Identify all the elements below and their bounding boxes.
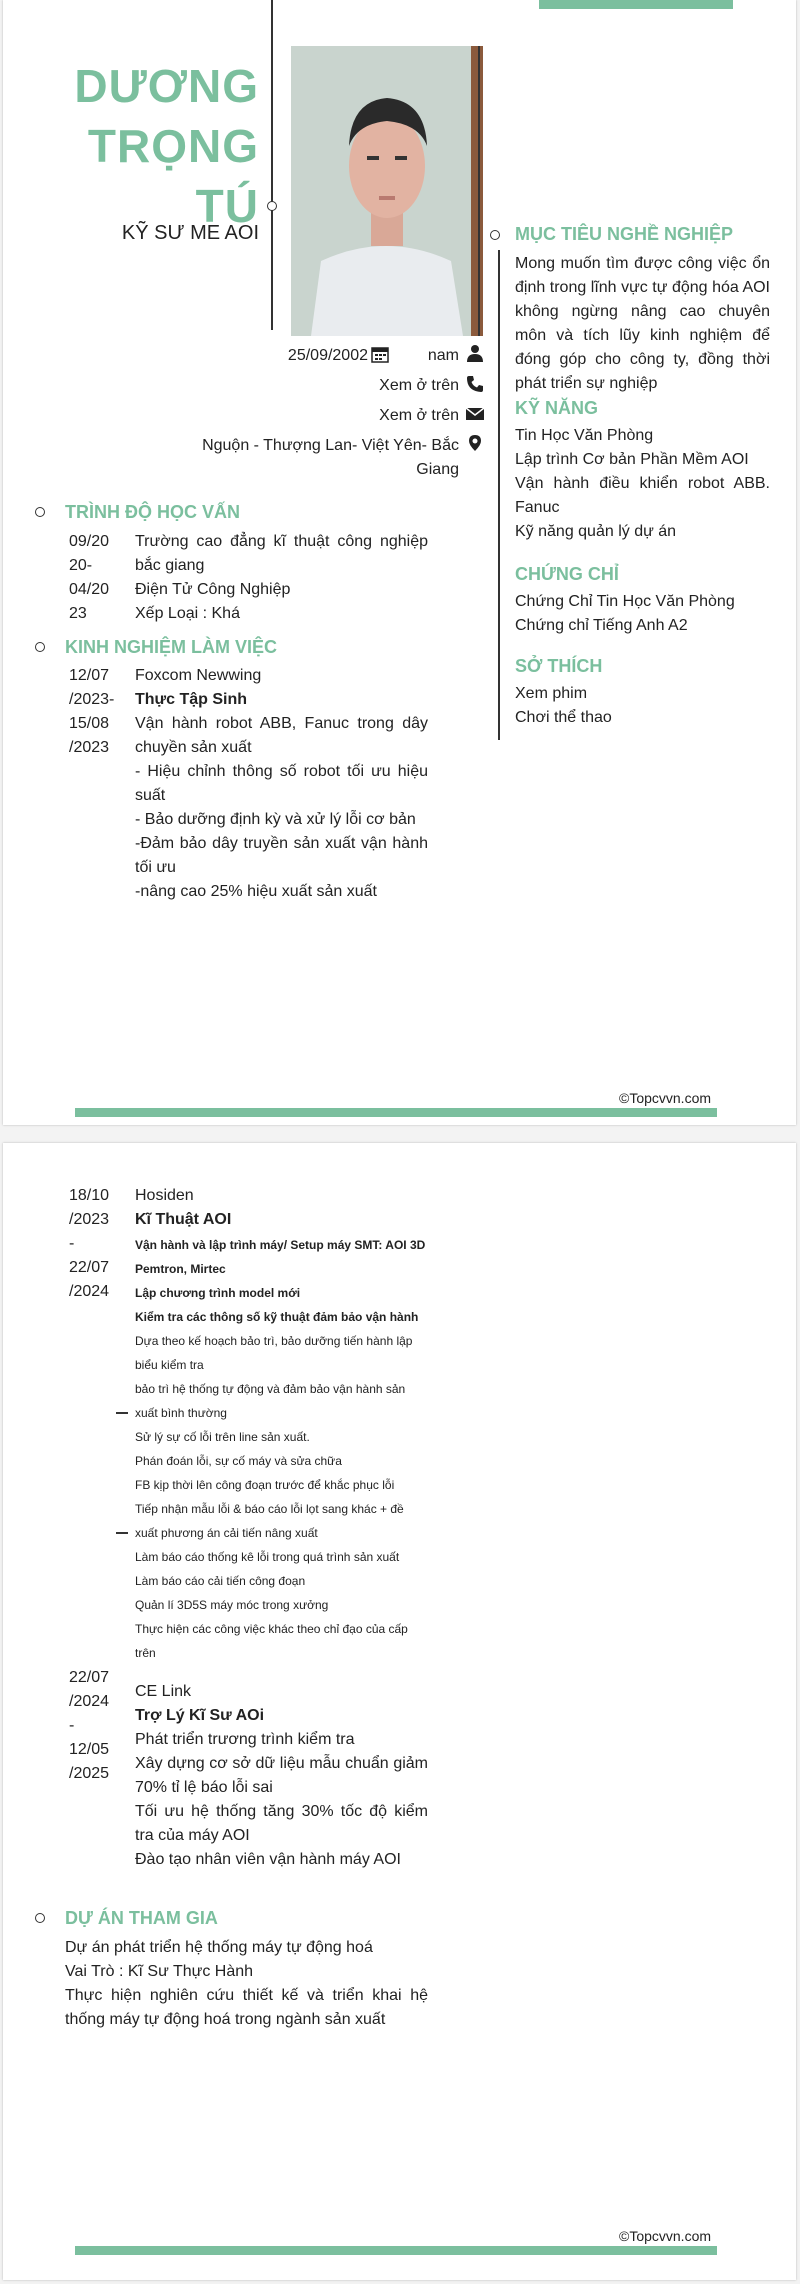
project-line: Dự án phát triển hệ thống máy tự động hoá [65, 1939, 373, 1956]
job2-line: Xây dựng cơ sở dữ liệu mẫu chuẩn giảm 70% tỉ lệ báo lỗi sai [135, 1755, 428, 1796]
job1-line: Sử lý sự cố lỗi trên line sản xuất. [135, 1430, 310, 1444]
job1-bold-line: Vận hành và lập trình máy/ Setup máy SMT: AOI 3D [135, 1238, 426, 1252]
address-line-1: Nguộn - Thượng Lan- Việt Yên- Bắc [202, 437, 459, 454]
skill-item: Vận hành điều khiển robot ABB. Fanuc [515, 475, 770, 516]
photo-right-line [478, 46, 480, 336]
job1-line: bảo trì hệ thống tự động và đảm bảo vận hành sản [135, 1382, 406, 1396]
right-timeline [498, 250, 500, 740]
footer-brand: ©Topcvvn.com [619, 1090, 712, 1106]
job1-date: 18/10 [69, 1187, 110, 1204]
job1-line: Thực hiện các công việc khác theo chỉ đạo của cấp [135, 1622, 408, 1636]
email-icon [466, 405, 484, 423]
project-line: Vai Trò : Kĩ Sư Thực Hành [65, 1963, 254, 1980]
skill-item: Tin Học Văn Phòng [515, 427, 654, 444]
job2-line: Tối ưu hệ thống tăng 30% tốc độ kiểm tra của máy AOI [135, 1803, 428, 1844]
email-value: Xem ở trên [379, 407, 459, 424]
job2-line: Đào tạo nhân viên vận hành máy AOI [135, 1851, 401, 1868]
education-major: Điện Tử Công Nghiệp [135, 581, 291, 598]
objective-title: MỤC TIÊU NGHỀ NGHIỆP [515, 224, 734, 244]
education-circle [35, 507, 45, 517]
job1-line: Dựa theo kế hoạch bảo trì, bảo dưỡng tiến hành lập [135, 1334, 413, 1348]
education-title: TRÌNH ĐỘ HỌC VẤN [65, 502, 240, 522]
job1-line: Làm báo cáo thống kê lỗi trong quá trình sản xuất [135, 1550, 400, 1564]
job1-date: - [69, 1235, 75, 1252]
education-date: 23 [69, 605, 87, 622]
job1-bold-line: Pemtron, Mirtec [135, 1262, 226, 1276]
experience-date: /2023- [69, 691, 115, 708]
phone-icon [466, 375, 484, 393]
job1-line: xuất phương án cải tiến nâng xuất [135, 1526, 318, 1540]
person-photo-icon [291, 46, 483, 336]
project-line: Thực hiện nghiên cứu thiết kế và triển khai hệ thống máy tự động hoá trong ngành sản xuất [65, 1987, 428, 2028]
company-name: CE Link [135, 1683, 192, 1700]
job1-line: Làm báo cáo cải tiến công đoạn [135, 1574, 306, 1588]
job1-date: /2023 [69, 1211, 110, 1228]
job-role: Trợ Lý Kĩ Sư AOi [135, 1707, 265, 1724]
certificate-item: Chứng Chỉ Tin Học Văn Phòng [515, 593, 735, 610]
job1-line: Tiếp nhận mẫu lỗi & báo cáo lỗi lọt sang khác + đề [135, 1502, 404, 1516]
cv-page-2 [3, 1143, 796, 2280]
job-title: KỸ SƯ ME AOI [121, 222, 259, 244]
phone-value: Xem ở trên [379, 377, 459, 394]
job2-date: - [69, 1717, 75, 1734]
projects-circle [35, 1913, 45, 1923]
job1-date: 22/07 [69, 1259, 110, 1276]
experience-date: /2023 [69, 739, 110, 756]
footer-brand: ©Topcvvn.com [619, 2228, 712, 2244]
name-line-2: TRỌNG TÚ [87, 120, 259, 232]
job1-bold-line: Lập chương trình model mới [135, 1286, 301, 1300]
experience-line: -Đảm bảo dây truyền sản xuất vận hành tối ưu [135, 835, 428, 876]
job1-line: FB kịp thời lên công đoạn trước để khắc phục lỗi [135, 1478, 395, 1492]
projects-title: DỰ ÁN THAM GIA [65, 1908, 218, 1928]
experience-line: Vận hành robot ABB, Fanuc trong dây chuyền sản xuất [135, 715, 428, 756]
experience-title: KINH NGHIỆM LÀM VIỆC [65, 637, 278, 657]
bottom-accent-bar [75, 2246, 717, 2255]
skill-item: Kỹ năng quản lý dự án [515, 523, 677, 540]
gender: nam [427, 347, 459, 364]
company-name: Foxcom Newwing [135, 667, 262, 684]
cv-page-1 [3, 0, 796, 1125]
job1-line: biểu kiểm tra [135, 1358, 204, 1372]
experience-line: - Bảo dưỡng định kỳ và xử lý lỗi cơ bản [135, 811, 416, 828]
person-icon [466, 344, 484, 362]
calendar-icon [371, 345, 389, 363]
birthdate: 25/09/2002 [287, 347, 368, 364]
location-pin-icon [466, 434, 484, 452]
skill-item: Lập trình Cơ bản Phần Mềm AOI [515, 451, 749, 468]
education-date: 09/20 [69, 533, 110, 550]
job2-date: 12/05 [69, 1741, 110, 1758]
hobby-item: Xem phim [515, 685, 588, 702]
job2-date: /2024 [69, 1693, 110, 1710]
job2-date: 22/07 [69, 1669, 110, 1686]
objective-circle [490, 230, 500, 240]
address-line-2: Giang [416, 461, 459, 478]
left-timeline-top [271, 0, 273, 330]
bullet-dash [116, 1412, 128, 1414]
certificate-item: Chứng chỉ Tiếng Anh A2 [515, 617, 688, 634]
hobby-item: Chơi thể thao [515, 709, 612, 726]
education-grade: Xếp Loại : Khá [135, 605, 240, 622]
education-date: 20- [69, 557, 93, 574]
job2-date: /2025 [69, 1765, 110, 1782]
name-line-1: DƯƠNG [74, 60, 259, 112]
education-date: 04/20 [69, 581, 110, 598]
experience-date: 15/08 [69, 715, 110, 732]
job-role: Kĩ Thuật AOI [135, 1211, 232, 1228]
job1-date: /2024 [69, 1283, 110, 1300]
experience-line: -nâng cao 25% hiệu xuất sản xuất [135, 883, 377, 900]
certificates-title: CHỨNG CHỈ [515, 564, 619, 584]
hobbies-title: SỞ THÍCH [515, 656, 603, 676]
experience-circle [35, 642, 45, 652]
school-name: Trường cao đẳng kĩ thuật công nghiệp bắc giang [135, 533, 428, 574]
company-name: Hosiden [135, 1187, 194, 1204]
job1-bold-line: Kiểm tra các thông số kỹ thuật đảm bảo vận hành [135, 1310, 419, 1324]
objective-text: Mong muốn tìm được công việc ổn định trong lĩnh vực tự động hóa AOI không ngừng nâng cao chuyên môn và tích lũy kinh nghiệm để đóng góp cho công ty, đồng thời phát triển sự nghiệp [515, 255, 770, 392]
job2-line: Phát triển trương trình kiểm tra [135, 1731, 355, 1748]
job1-line: Phán đoán lỗi, sự cố máy và sửa chữa [135, 1454, 342, 1468]
timeline-circle [267, 201, 277, 211]
job1-line: xuất bình thường [135, 1406, 227, 1420]
experience-line: - Hiệu chỉnh thông số robot tối ưu hiệu suất [135, 763, 428, 804]
skills-title: KỸ NĂNG [515, 398, 599, 418]
job1-line: trên [135, 1646, 156, 1660]
bottom-accent-bar [75, 1108, 717, 1117]
job1-line: Quản lí 3D5S máy móc trong xưởng [135, 1598, 329, 1612]
profile-photo [291, 46, 483, 336]
top-accent-bar [539, 0, 733, 9]
job-role: Thực Tập Sinh [135, 691, 248, 708]
bullet-dash [116, 1532, 128, 1534]
experience-date: 12/07 [69, 667, 110, 684]
